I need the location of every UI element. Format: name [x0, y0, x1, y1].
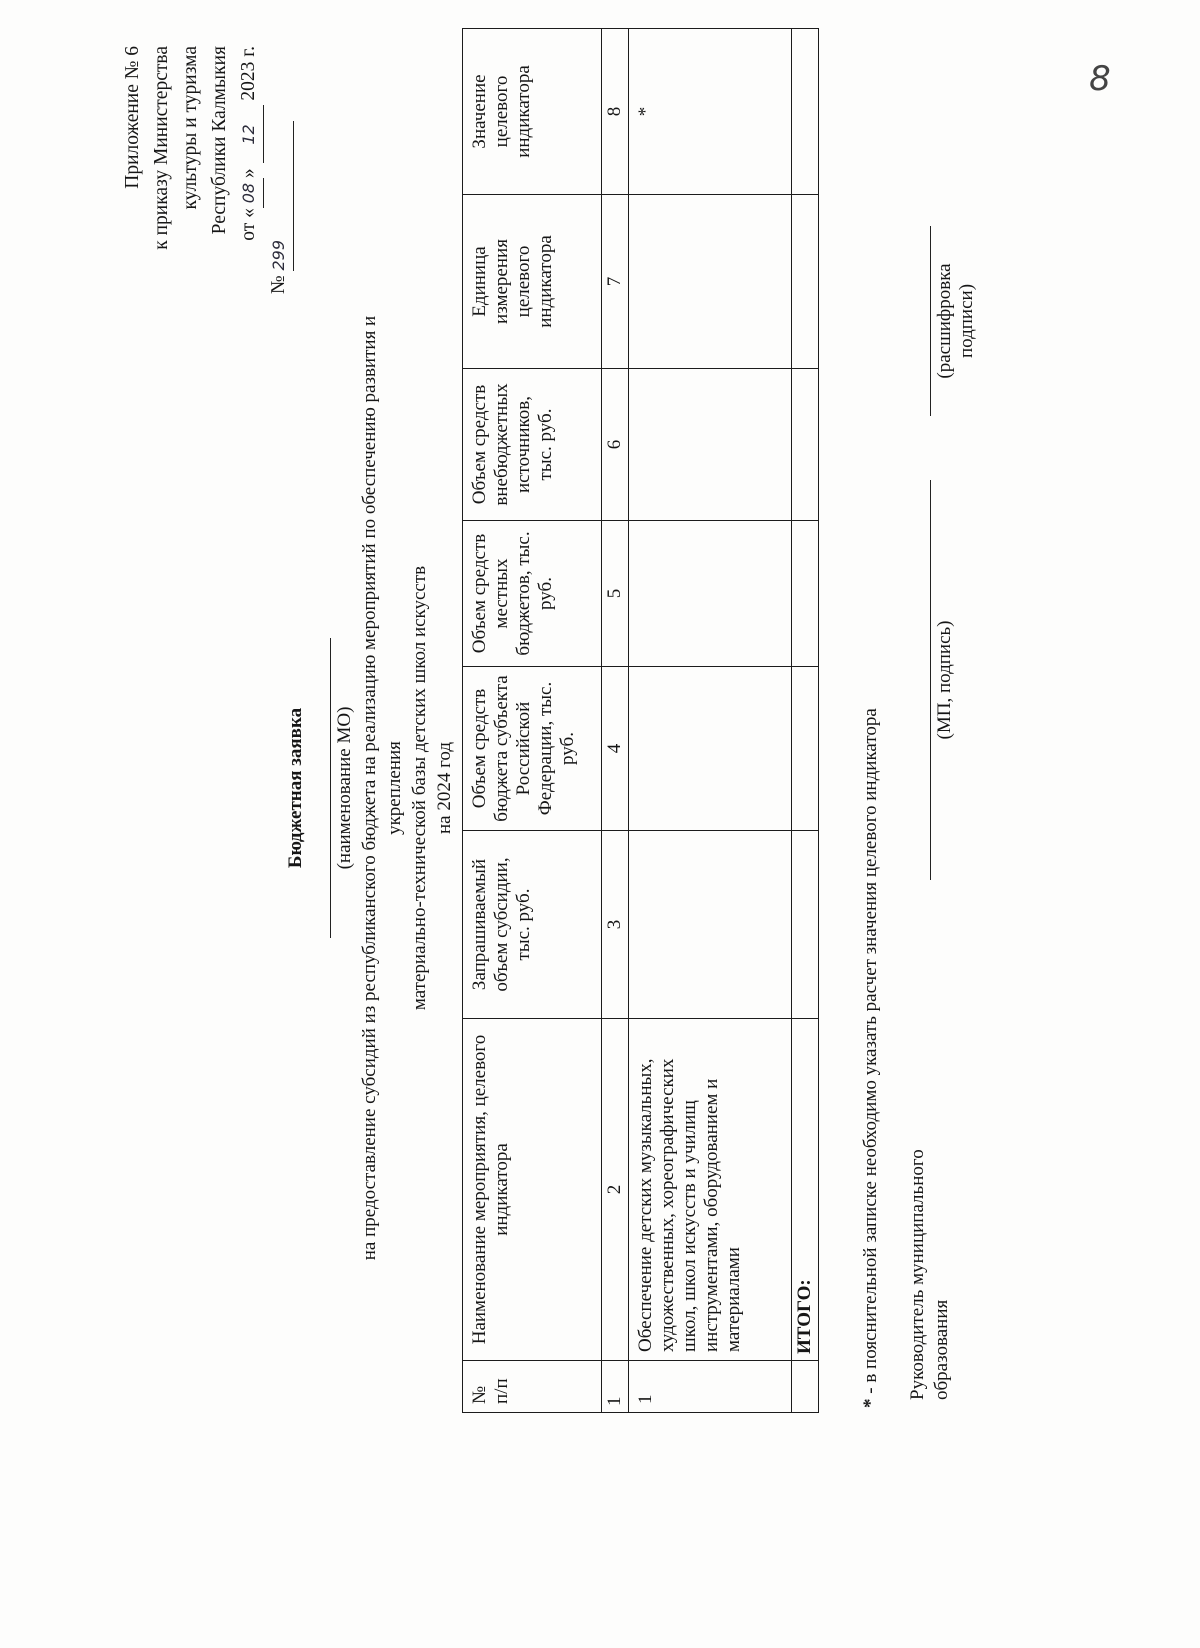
col-header-requested: Запрашиваемый объем субсидии, тыс. руб. — [463, 831, 602, 1019]
row1-local — [629, 521, 792, 667]
approval-line2: к приказу Министерства — [151, 46, 172, 250]
col-num-2: 2 — [602, 1019, 629, 1361]
approval-number — [264, 46, 294, 296]
total-c8 — [792, 29, 819, 195]
number-value: 299 — [264, 121, 294, 271]
col-header-extrabudget: Объем средств внебюджетных источников, тыс. руб. — [463, 369, 602, 521]
col-header-regional: Объем средств бюджета субъекта Российской Федерации, тыс. руб. — [463, 667, 602, 831]
col-num-8: 8 — [602, 29, 629, 195]
numbering-row — [602, 29, 629, 1413]
footnote-star: * — [860, 1398, 881, 1408]
doc-heading: Бюджетная заявка — [285, 707, 306, 869]
title-line1: на предоставление субсидий из республиканского бюджета на реализацию мероприятий по обеспечению развития и укрепления — [359, 315, 405, 1261]
approval-block — [118, 46, 294, 296]
approval-line4: Республики Калмыкия — [209, 46, 230, 235]
total-c3 — [792, 831, 819, 1019]
date-prefix: от « — [238, 208, 259, 241]
row1-name: Обеспечение детских музыкальных, художественных, хореографических школ, школ искусств и училищ инструментами, оборудованием и материалами — [629, 1019, 792, 1361]
table-row — [629, 29, 792, 1413]
budget-table — [462, 28, 819, 1413]
total-c7 — [792, 195, 819, 369]
decode-line — [930, 226, 931, 416]
row1-value: * — [629, 29, 792, 195]
col-header-local: Объем средств местных бюджетов, тыс. руб. — [463, 521, 602, 667]
footnote — [860, 708, 882, 1408]
total-c5 — [792, 521, 819, 667]
approval-line1: Приложение № 6 — [122, 46, 143, 189]
approval-date — [234, 46, 264, 296]
total-c4 — [792, 667, 819, 831]
col-num-7: 7 — [602, 195, 629, 369]
col-header-unit: Единица измерения целевого индикатора — [463, 195, 602, 369]
number-prefix: № — [268, 275, 289, 294]
date-mid: » — [238, 168, 259, 179]
title-block — [283, 308, 457, 1268]
col-header-value: Значение целевого индикатора — [463, 29, 602, 195]
col-num-3: 3 — [602, 831, 629, 1019]
row1-regional — [629, 667, 792, 831]
decode-caption: (расшифровка подписи) — [934, 263, 977, 379]
total-c6 — [792, 369, 819, 521]
total-label: ИТОГО: — [792, 1019, 819, 1361]
col-num-1: 1 — [602, 1361, 629, 1413]
col-num-6: 6 — [602, 369, 629, 521]
date-month: 12 — [234, 105, 264, 163]
date-day: 08 — [234, 178, 264, 208]
col-num-4: 4 — [602, 667, 629, 831]
signature-caption: (МП, подпись) — [934, 620, 955, 740]
row1-unit — [629, 195, 792, 369]
title-line3: на 2024 год — [434, 741, 455, 835]
footnote-text: - в пояснительной записке необходимо указать расчет значения целевого индикатора — [860, 708, 881, 1399]
page-mark: 8 — [1089, 59, 1111, 100]
row1-extrabudget — [629, 369, 792, 521]
signature-line — [930, 480, 931, 880]
row1-num: 1 — [629, 1361, 792, 1413]
head-label: Руководитель муниципального образования — [907, 1149, 952, 1400]
approval-line3: культуры и туризма — [180, 46, 201, 210]
total-num — [792, 1361, 819, 1413]
mo-caption: (наименование МО) — [330, 638, 357, 938]
col-header-name: Наименование мероприятия, целевого индикатора — [463, 1019, 602, 1361]
title-line2: материально-технической базы детских школ искусств — [409, 565, 430, 1011]
row1-requested — [629, 831, 792, 1019]
col-num-5: 5 — [602, 521, 629, 667]
col-header-num: № п/п — [463, 1361, 602, 1413]
total-row — [792, 29, 819, 1413]
header-row — [463, 29, 602, 1413]
date-year: 2023 г. — [238, 46, 259, 101]
